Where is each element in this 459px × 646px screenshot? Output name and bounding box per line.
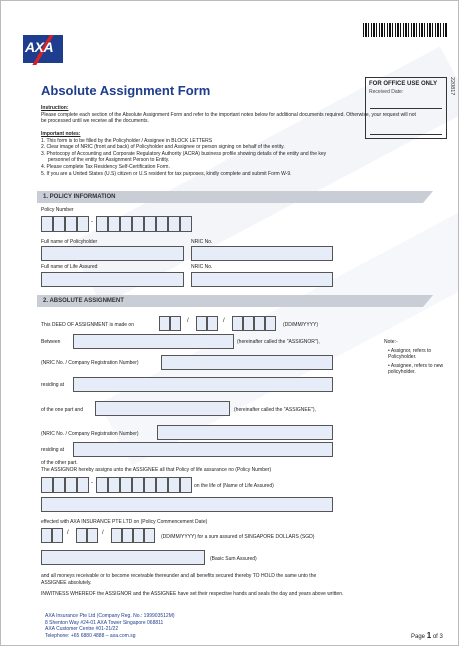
life-assured-nric-label: NRIC No. [191,264,213,270]
assign-text: The ASSIGNOR hereby assigns unto the ASSIGNEE all that Policy of life assurance no (Policy Number) [41,467,272,473]
assigned-policy-box[interactable] [108,477,120,493]
date-slash: / [223,318,225,324]
policy-number-box[interactable] [156,216,168,232]
assigned-policy-box[interactable] [180,477,192,493]
policy-number-box[interactable] [53,216,65,232]
commencement-date-box[interactable] [144,528,155,543]
commencement-date-box[interactable] [111,528,122,543]
life-assured-name-label: Full name of Life Assured [41,264,98,270]
policy-number-box[interactable] [180,216,192,232]
policyholder-nric-field[interactable] [191,246,333,261]
deed-text: This DEED OF ASSIGNMENT is made on [41,322,134,328]
section-2-title: 2. ABSOLUTE ASSIGNMENT [43,298,124,304]
policy-number-box[interactable] [65,216,77,232]
assigned-life-assured-field[interactable] [41,497,333,512]
instruction-block [41,105,421,125]
side-note [384,339,456,376]
barcode [363,23,447,37]
assigned-policy-box[interactable] [168,477,180,493]
policyholder-name-field[interactable] [41,246,184,261]
footer-address: AXA Insurance Pte Ltd (Company Reg. No.: 199903512M) 8 Shenton Way #24-01 AXA Tower Singapore 068811 AXA Customer Centre #01-21/22 Telephone: +65 6880 4888 – axa.com.sg [45,613,175,639]
life-assured-name-field[interactable] [41,272,184,287]
deed-date-box[interactable] [196,316,207,331]
between-label: Between [41,339,61,345]
section-bar-tail [423,295,433,307]
deed-date-box[interactable] [243,316,254,331]
assigned-policy-box[interactable] [41,477,53,493]
commencement-date-box[interactable] [76,528,87,543]
assignor-note: (hereinafter called the "ASSIGNOR"), [237,339,320,345]
assigned-policy-box[interactable] [77,477,89,493]
section-bar-tail [423,191,433,203]
assigned-policy-box[interactable] [96,477,108,493]
section-1-header [37,191,423,203]
policy-number-box[interactable] [144,216,156,232]
side-note-item: • Assignee, refers to new policyholder. [388,362,444,376]
policy-number-box[interactable] [132,216,144,232]
assignee-nric-field[interactable] [157,425,333,440]
assignor-address-field[interactable] [73,377,333,392]
assignee-name-field[interactable] [95,401,230,416]
office-use-heading: FOR OFFICE USE ONLY [369,81,438,87]
assigned-policy-box[interactable] [156,477,168,493]
section-1-title: 1. POLICY INFORMATION [43,194,116,200]
assigned-policy-box[interactable] [53,477,65,493]
assigned-policy-box[interactable] [65,477,77,493]
policy-number-dash: - [91,480,93,486]
assignee-note: (hereinafter called the "ASSIGNEE"), [234,407,316,413]
date-slash: / [187,318,189,324]
important-notes [41,131,421,177]
note-item: 2. Clear image of NRIC (front and back) of Policyholder and Assignee or person signing on behalf of the entity. [41,144,285,151]
deed-date-box[interactable] [170,316,181,331]
assignor-nric-label: (NRIC No. / Company Registration Number) [41,360,139,366]
date-format-hint: (DD/MM/YYYY) [283,322,318,328]
effected-with-text: effected with AXA INSURANCE PTE LTD on (Policy Commencement Date) [41,519,208,525]
instruction-text: Please complete each section of the Absolute Assignment Form and refer to the important notes below for additional documents required. Otherwise, your request will not be processed until we receive all the documents. [41,111,416,125]
policyholder-name-label: Full name of Policyholder [41,239,98,245]
form-code: 220817 [449,77,455,96]
assigned-policy-box[interactable] [144,477,156,493]
assigned-policy-box[interactable] [132,477,144,493]
basic-sum-label: (Basic Sum Assured) [210,556,257,562]
policy-number-box[interactable] [41,216,53,232]
commencement-date-box[interactable] [122,528,133,543]
policy-number-box[interactable] [168,216,180,232]
other-part-label: of the other part. [41,460,78,466]
note-item: 4. Please complete Tax Residency Self-Certification Form. [41,163,170,170]
moneys-text: ASSIGNEE absolutely. [41,580,92,586]
date-slash: / [102,530,104,536]
axa-logo-text: AXA [25,39,54,55]
notes-heading: Important notes: [41,131,81,137]
note-item: 1. This form is to be filled by the Policyholder / Assignee in BLOCK LETTERS [41,137,213,144]
assignor-nric-field[interactable] [161,355,333,370]
life-assured-nric-field[interactable] [191,272,333,287]
one-part-label: of the one part and [41,407,83,413]
basic-sum-field[interactable] [41,550,205,565]
note-item: 5. If you are a United States (U.S) citizen or U.S resident for tax purposes, kindly complete and submit Form W-9. [41,170,292,177]
assignor-residing-label: residing at [41,382,65,388]
assigned-policy-box[interactable] [120,477,132,493]
policy-number-box[interactable] [96,216,108,232]
note-item: 3. Photocopy of Accounting and Corporate Regulatory Authority (ACRA) business profile showing details of the entity and the key [41,150,327,157]
witness-text: INWITNESS WHEREOF the ASSIGNOR and the ASSIGNEE have set their respective hands and seals the day and years above written. [41,591,344,597]
commencement-date-box[interactable] [87,528,98,543]
deed-date-box[interactable] [232,316,243,331]
commencement-date-box[interactable] [52,528,63,543]
page-number: Page 1 of 3 [411,631,443,640]
moneys-text: and all moneys receivable or to become receivable thereunder and all benefits secured thereby TO HOLD the same unto the [41,573,317,579]
date-slash: / [67,530,69,536]
deed-date-box[interactable] [254,316,265,331]
section-2-header [37,295,423,307]
deed-date-box[interactable] [265,316,276,331]
assignee-residing-label: residing at [41,447,65,453]
commencement-date-box[interactable] [133,528,144,543]
note-item: personnel of the entity for Assignment Person to Entity. [41,157,170,164]
policy-number-box[interactable] [108,216,120,232]
assignor-name-field[interactable] [73,334,234,349]
assignee-address-field[interactable] [73,442,333,457]
commencement-date-box[interactable] [41,528,52,543]
sum-assured-text: (DD/MM/YYYY) for a sum assured of SINGAPORE DOLLARS (SGD) [161,534,315,540]
instruction-heading: Instruction: [41,105,69,111]
side-note-item: • Assignor, refers to Policyholder. [388,347,432,361]
policy-number-box[interactable] [120,216,132,232]
deed-date-box[interactable] [207,316,218,331]
form-title: Absolute Assignment Form [41,83,211,98]
received-date-label: Received Date: [369,89,404,95]
policy-number-label: Policy Number [41,207,74,213]
policyholder-nric-label: NRIC No. [191,239,213,245]
side-note-heading: Note:- [384,339,398,345]
policy-number-dash: - [91,219,93,225]
policy-number-box[interactable] [77,216,89,232]
deed-date-box[interactable] [159,316,170,331]
assignee-nric-label: (NRIC No. / Company Registration Number) [41,431,139,437]
life-of-label: on the life of (Name of Life Assured) [194,483,274,489]
